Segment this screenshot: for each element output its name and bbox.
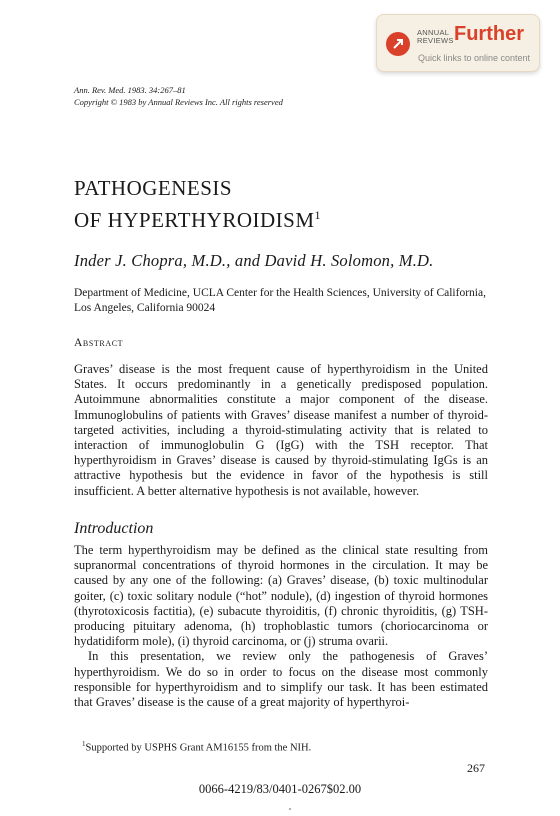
intro-paragraph-1: The term hyperthyroidism may be defined as the clinical state resulting from supranormal concentrations of thyroid hormones in the circulation. It may be caused by any one of the following: (a) Graves’ disease, (b) toxic multinodular goiter, (c) toxic solitary nodule (“hot” nodule), (d) ingestion of thyroid hormones (thyrotoxicosis factitia), (e) subacute thyroiditis, (f) chronic thyroiditis, (g) TSH-producing pituitary adenoma, (h) trophoblastic tumors (choriocarcinoma or hydatidiform mole), (i) thyroid carcinoma, or (j) struma ovarii. bbox=[74, 543, 488, 649]
footnote bbox=[82, 740, 311, 754]
abstract-text: Graves’ disease is the most frequent cause of hyperthyroidism in the United States. It occurs predominantly in a genetically predisposed population. Autoimmune abnormalities constitute a major component of the disease. Immunoglobulins of patients with Graves’ disease manifest a number of thyroid-targeted activities, including a thyroid-stimulating activity that is related to interaction of immunoglobulin G (IgG) with the TSH receptor. That hyperthyroidism in Graves’ disease is caused by thyroid-stimulating IgGs is an attractive hypothesis but the evidence in favor of the hypothesis is still insufficient. A better alternative hypothesis is not available, however. bbox=[74, 362, 488, 498]
badge-publisher: ANNUAL REVIEWS bbox=[417, 28, 454, 45]
copyright-line: Copyright © 1983 by Annual Reviews Inc. All rights reserved bbox=[74, 97, 283, 107]
badge-subtitle: Quick links to online content bbox=[418, 53, 531, 63]
badge-further-word: Further bbox=[454, 23, 524, 45]
footnote-text: Supported by USPHS Grant AM16155 from the NIH. bbox=[85, 742, 312, 754]
title-line-2: OF HYPERTHYROIDISM$^1$ bbox=[74, 208, 322, 232]
article-code: 0066-4219/83/0401-0267$02.00 bbox=[198, 782, 362, 796]
authors: Inder J. Chopra, M.D., and David H. Solomon, M.D. bbox=[74, 251, 434, 270]
further-badge[interactable] bbox=[376, 14, 540, 72]
citation-line: Ann. Rev. Med. 1983. 34:267–81 bbox=[74, 85, 186, 95]
footnote-mark: 1 bbox=[82, 740, 86, 748]
introduction-body bbox=[74, 543, 488, 710]
title-line-1: PATHOGENESIS bbox=[74, 176, 233, 200]
bottom-dot bbox=[289, 808, 291, 810]
page-number: 267 bbox=[467, 761, 485, 775]
affiliation: Department of Medicine, UCLA Center for the Health Sciences, University of California, Los Angeles, California 90024 bbox=[74, 287, 486, 314]
abstract-heading: Abstract bbox=[74, 337, 124, 349]
article-title bbox=[74, 175, 321, 234]
title-footnote-mark: 1 bbox=[314, 208, 322, 222]
introduction-heading: Introduction bbox=[74, 520, 154, 537]
further-logo-icon bbox=[386, 32, 410, 56]
intro-paragraph-2: In this presentation, we review only the pathogenesis of Graves’ hyperthyroidism. We do so in order to focus on the disease most commonly responsible for hyperthyroidism and to simplify our task. It has been estimated that Graves’ disease is the cause of a great majority of hyperthyroi- bbox=[74, 649, 488, 710]
